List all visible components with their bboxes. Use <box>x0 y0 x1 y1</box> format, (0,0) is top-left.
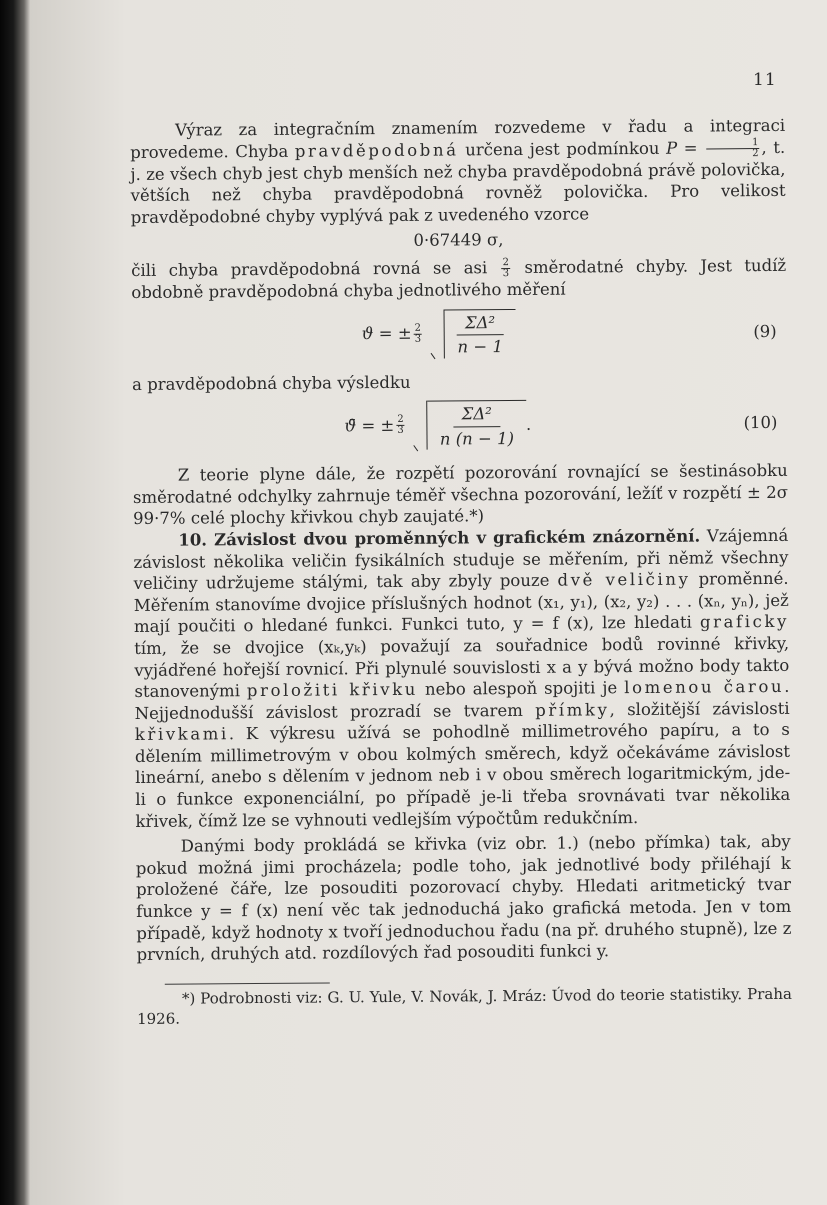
formula-probable-error: 0·67449 σ, <box>413 230 504 251</box>
s10-t1-spaced: dvě veličiny <box>557 569 691 590</box>
p1-line2c: určena jest podmínkou <box>465 138 660 159</box>
eq10-number: (10) <box>743 413 778 433</box>
p1-half-den: 2 <box>752 147 759 159</box>
equation-10 <box>132 392 787 463</box>
p2-b: směrodatné chyby. Jest tudíž obdobně pravděpodobná chyba jednotlivého měření <box>131 255 787 302</box>
paragraph-two-thirds <box>131 255 786 304</box>
paragraph-result-error: a pravděpodobná chyba výsledku <box>131 372 411 394</box>
eq9-fraction <box>445 309 516 359</box>
eq10-fraction <box>428 400 527 450</box>
eq10-sqrt <box>413 400 527 450</box>
p1-line3: t. j. ze všech chyb jest chyb menších než chyba pravděpodobná právě polovička, větších než chyba pravděpodobná rovněž polovička. Pro velikost pravděpodobné chyby vyplývá pak z uvedeného vzorce <box>130 137 786 227</box>
s10-t6: , složitější závislosti <box>609 698 790 719</box>
footnote <box>137 984 792 1029</box>
s10-t4: nebo alespoň spojiti je <box>424 678 618 699</box>
book-spine-shadow <box>0 0 30 1205</box>
eq9-coef-num: 2 <box>414 322 421 334</box>
s10-t5-spaced: přímky <box>535 699 610 720</box>
p1-line1: Výraz za integračním znamením rozvedeme v řadu a integraci <box>175 115 786 140</box>
page-number: 11 <box>753 70 777 90</box>
p1-spaced-term: pravděpodobná <box>294 140 459 161</box>
s10-t6-spaced: křivkami <box>134 724 229 745</box>
eq10-coef-den: 3 <box>397 425 404 437</box>
s10-t7: . K výkresu užívá se pohodlně millimetrového papíru, a to s dělením millimetrovým v obou kolmých směrech, když očekáváme závislost lineární, anebo s dělením v jednom neb i v obou směrech logaritmickým, jde-li o funkce exponenciální, po případě je-li třeba srovnávati tvar několika křivek, čímž lze se vyhnouti vedlejším výpočtům redukčním. <box>134 720 791 831</box>
s10-t4-spaced: lomenou čarou <box>624 676 785 698</box>
equation-10-body <box>344 400 531 451</box>
eq9-coef-den: 3 <box>414 333 422 345</box>
p1-half-fraction <box>706 138 760 159</box>
p2-frac-den: 3 <box>502 267 510 280</box>
footnote-text: *) Podrobnosti viz: G. U. Yule, V. Novák, J. Mráz: Úvod do teorie statistiky. Praha 1926. <box>136 984 792 1028</box>
eq9-lhs: ϑ = ± <box>361 324 412 344</box>
eq10-coefficient <box>396 415 405 436</box>
s10-t5: . Nejjednodušší závislost prozradí se tvarem <box>134 676 790 723</box>
p1-half-num: 1 <box>706 138 759 149</box>
s10-t2-spaced: graficky <box>699 612 790 632</box>
s10-t2: proměnné. Měřením stanovíme dvojice příslušných hodnot (x₁, y₁), (x₂, y₂) . . . (xₙ, yₙ), jež mají poučiti o hledané funkci. Funkci tuto, y = f (x), lze hledati <box>133 568 789 637</box>
p1-condition-eq: = <box>677 138 705 158</box>
eq10-numerator: ΣΔ² <box>454 403 500 427</box>
eq10-trailing-dot: . <box>525 414 532 434</box>
p1-line2d: , <box>761 137 767 157</box>
eq10-denominator: n (n − 1) <box>439 428 515 449</box>
eq9-coefficient <box>414 323 423 344</box>
s10-t1: Vzájemná závislost několika veličin fysikálních studuje se měřením, při němž všechny veličiny udržujeme stálými, tak aby zbyly pouze <box>133 525 789 594</box>
p2-frac-num: 2 <box>502 256 510 269</box>
eq9-numerator: ΣΔ² <box>457 312 503 336</box>
s10-t3-spaced: proložiti křivku <box>246 679 419 701</box>
book-page <box>30 0 827 1205</box>
section-10 <box>133 525 790 832</box>
p1-condition-var: P <box>665 138 678 158</box>
p2-fraction <box>502 258 511 279</box>
eq9-denominator: n − 1 <box>457 337 504 357</box>
p1-line2a: provedeme. Chyba <box>130 141 289 162</box>
s10-t3: tím, že se dvojice (xₖ,yₖ) považují za souřadnice bodů rovinné křivky, vyjádřené hořejší rovnicí. Při plynulé souvislosti x a y bývá možno body takto stanovenými <box>134 633 790 702</box>
eq9-radical-sign <box>430 309 445 358</box>
footnote-rule <box>165 982 330 984</box>
eq9-number: (9) <box>753 321 777 341</box>
equation-9-body <box>361 309 515 359</box>
paragraph-six-sigma: Z teorie plyne dále, že rozpětí pozorování rovnající se šestinásobku směrodatné odchylky zahrnuje téměř všechna pozorování, ležíť v rozpětí ± 2σ 99·7% celé plochy křivkou chyb zaujaté.*) <box>132 461 789 529</box>
paragraph-curve-fitting: Danými body prokládá se křivka (viz obr. 1.) (nebo přímka) tak, aby pokud možná jimi procházela; podle toho, jak jednotlivé body přiléhají k proložené čáře, lze posouditi pozorovací chyby. Hledati aritmetický tvar funkce y = f (x) není věc tak jednoduchá jako grafická metoda. Jen v tom případě, když hodnoty x tvoří jednoduchou řadu (na př. druhého stupně), lze z prvních, druhých atd. rozdílových řad posouditi funkci y. <box>135 832 792 965</box>
equation-9 <box>131 300 786 371</box>
eq9-sqrt <box>430 309 516 359</box>
eq10-lhs: ϑ̄ = ± <box>344 415 395 436</box>
paragraph-integration <box>130 115 786 229</box>
section-10-heading: 10. Závislost dvou proměnných v grafickém znázornění. <box>178 526 701 550</box>
eq10-coef-num: 2 <box>397 414 404 426</box>
eq10-radical-sign <box>413 401 428 450</box>
p2-a: čili chyba pravděpodobná rovná se asi <box>131 258 488 280</box>
page-text <box>130 115 792 1029</box>
